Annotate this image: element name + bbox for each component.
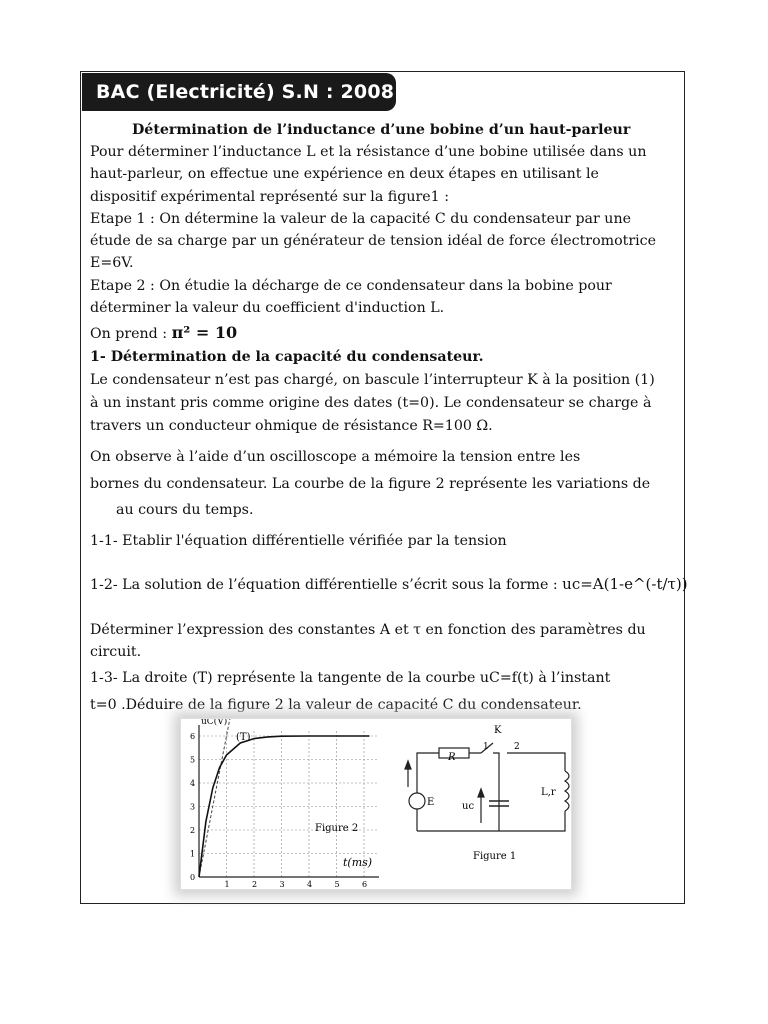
y-axis-label: uC(V) — [201, 719, 228, 727]
y-tick-label: 5 — [190, 755, 196, 765]
x-tick-label: 6 — [362, 880, 368, 889]
given-values — [90, 322, 675, 345]
figure1-caption: Figure 1 — [473, 851, 517, 862]
determine-line-2: circuit. — [90, 644, 142, 660]
figure2-caption: Figure 2 — [315, 823, 359, 834]
x-tick-label: 4 — [307, 880, 313, 889]
x-tick-label: 2 — [252, 880, 258, 889]
figure2-graph — [190, 719, 379, 889]
y-tick-labels — [190, 732, 195, 882]
step1-line-1: Etape 1 : On détermine la valeur de la capacité C du condensateur par une — [90, 211, 631, 227]
step2-line-1: Etape 2 : On étudie la décharge de ce condensateur dans la bobine pour — [90, 278, 612, 294]
sec1-line-1: Le condensateur n’est pas chargé, on bascule l’interrupteur K à la position (1) — [90, 372, 655, 388]
observe-line-3: au cours du temps. — [116, 502, 254, 518]
label-K: K — [494, 725, 502, 736]
question-1-2 — [90, 573, 688, 596]
y-tick-label: 1 — [190, 849, 196, 859]
x-tick-labels — [225, 880, 368, 889]
question-1-2-text: 1-2- La solution de l’équation différentielle s’écrit sous la forme : — [90, 577, 563, 593]
observe-line-1: On observe à l’aide d’un oscilloscope a mémoire la tension entre les — [90, 449, 581, 465]
question-1-1: 1-1- Etablir l'équation différentielle vérifiée par la tension — [90, 533, 507, 549]
label-R: R — [448, 752, 456, 763]
label-E: E — [427, 797, 435, 808]
e-arrowhead — [405, 761, 411, 769]
y-tick-label: 3 — [190, 802, 196, 812]
intro-line-2: haut-parleur, on effectue une expérience en deux étapes en utilisant le — [90, 166, 599, 182]
determine-line-1: Déterminer l’expression des constantes A et τ en fonction des paramètres du — [90, 622, 646, 638]
x-tick-label: 3 — [279, 880, 285, 889]
observe-line-2: bornes du condensateur. La courbe de la figure 2 représente les variations de — [90, 476, 651, 492]
y-tick-label: 2 — [190, 826, 196, 835]
generator-E — [409, 793, 425, 809]
step2-line-2: déterminer la valeur du coefficient d'induction L. — [90, 300, 445, 316]
right-wire-top — [507, 753, 565, 771]
given-label: On prend : — [90, 326, 172, 342]
intro-line-3: dispositif expérimental représenté sur la figure1 : — [90, 189, 449, 205]
label-uc: uc — [462, 801, 475, 812]
y-tick-label: 0 — [190, 873, 196, 882]
figures-svg — [181, 719, 571, 889]
sec1-line-2: à un instant pris comme origine des dates (t=0). Le condensateur se charge à — [90, 395, 652, 411]
intro-line-1: Pour déterminer l’inductance L et la résistance d’une bobine utilisée dans un — [90, 144, 647, 160]
middle-wire — [493, 753, 499, 831]
figures-panel — [180, 718, 572, 890]
step1-line-3: E=6V. — [90, 255, 134, 271]
solution-equation: uc=A(1-e^(-t/τ)) — [562, 575, 688, 593]
uc-arrowhead — [478, 789, 484, 797]
figure1-labels — [427, 725, 556, 862]
label-pos1: 1 — [483, 742, 489, 752]
figure2-grid — [199, 729, 378, 877]
sec1-line-3: travers un conducteur ohmique de résistance R=100 Ω. — [90, 418, 493, 434]
x-axis-label: t(ms) — [343, 856, 373, 869]
left-wire — [417, 753, 481, 831]
question-1-3-line-1: 1-3- La droite (T) représente la tangente de la courbe uC=f(t) à l’instant — [90, 670, 611, 686]
bottom-wire — [417, 811, 565, 831]
label-coil: L,r — [541, 787, 556, 798]
y-tick-label: 4 — [190, 779, 196, 788]
label-pos2: 2 — [514, 742, 520, 752]
section-1-heading: 1- Détermination de la capacité du condensateur. — [90, 349, 484, 365]
step1-line-2: étude de sa charge par un générateur de tension idéal de force électromotrice — [90, 233, 656, 249]
y-tick-label: 6 — [190, 732, 196, 741]
exam-header-tab: BAC (Electricité) S.N : 2008 — [82, 73, 396, 111]
x-tick-label: 1 — [224, 880, 230, 889]
x-tick-label: 5 — [334, 880, 340, 889]
exercise-title: Détermination de l’inductance d’une bobine d’un haut-parleur — [132, 122, 631, 138]
tangent-label: (T) — [236, 732, 251, 743]
question-1-3-line-2: t=0 .Déduire de la figure 2 la valeur de capacité C du condensateur. — [90, 697, 582, 713]
pi-squared-equation: π² = 10 — [171, 323, 238, 342]
coil-L — [565, 771, 569, 811]
